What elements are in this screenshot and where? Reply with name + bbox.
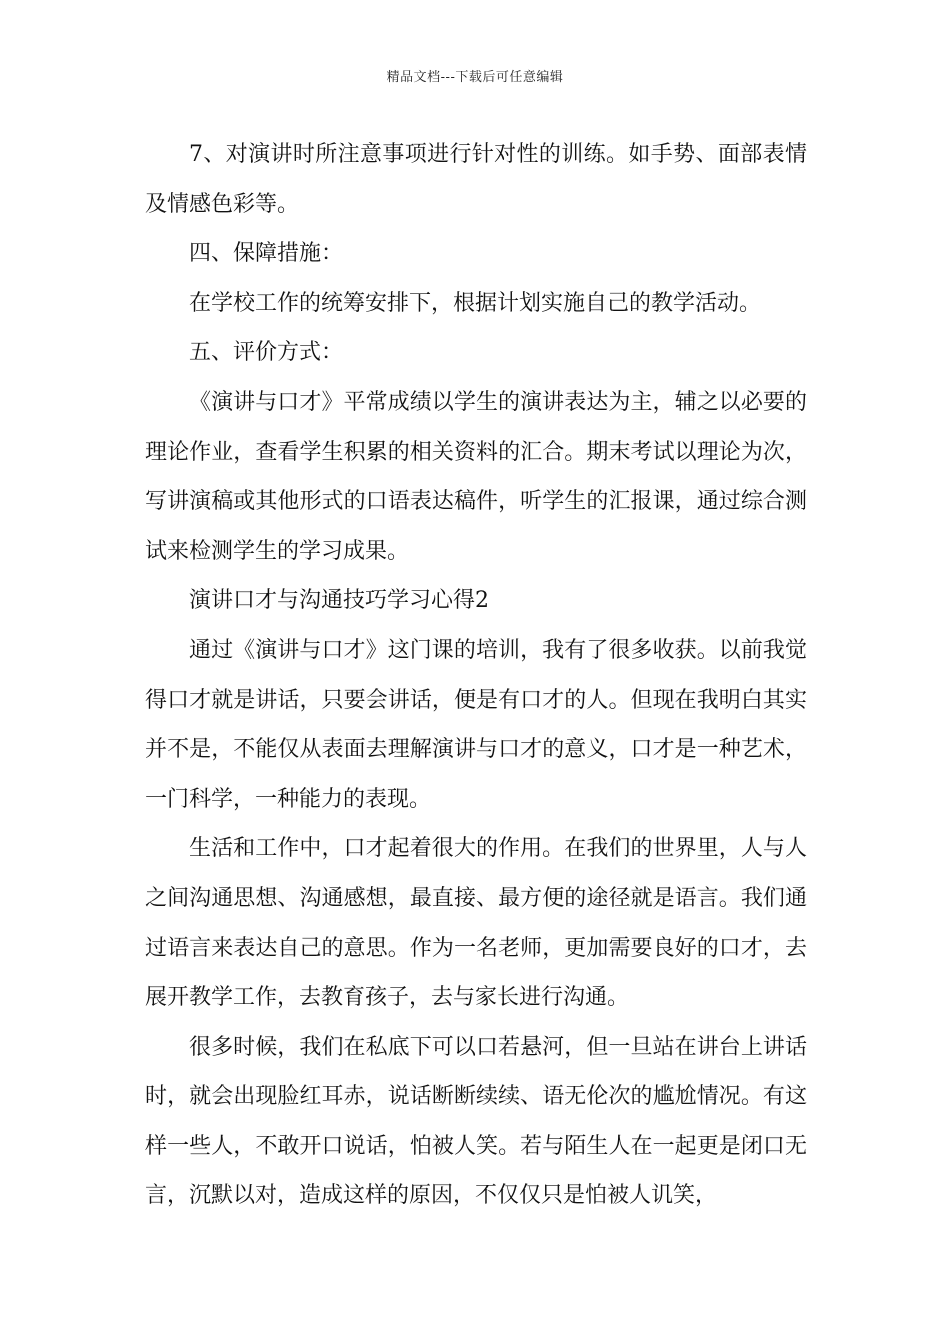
heading-learning-reflection-2: 演讲口才与沟通技巧学习心得2: [189, 588, 489, 614]
document-body: [145, 130, 807, 1221]
heading-evaluation-method: 五、评价方式：: [189, 340, 344, 366]
paragraph-role-of-eloquence: 生活和工作中，口才起着很大的作用。在我们的世界里，人与人之间沟通思想、沟通感想，最直接、最方便的途径就是语言。我们通过语言来表达自己的意思。作为一名老师，更加需要良好的口才，去展开教学工作，去教育孩子，去与家长进行沟通。: [145, 836, 807, 1011]
page-header: 精品文档---下载后可任意编辑: [386, 70, 564, 85]
paragraph-evaluation-method: 《演讲与口才》平常成绩以学生的演讲表达为主，辅之以必要的理论作业，查看学生积累的相关资料的汇合。期末考试以理论为次，写讲演稿或其他形式的口语表达稿件，听学生的汇报课，通过综合测试来检测学生的学习成果。: [145, 389, 807, 564]
paragraph-course-gains: 通过《演讲与口才》这门课的培训，我有了很多收获。以前我觉得口才就是讲话，只要会讲话，便是有口才的人。但现在我明白其实并不是，不能仅从表面去理解演讲与口才的意义，口才是一种艺术，一门科学，一种能力的表现。: [145, 637, 807, 812]
heading-guarantee-measures: 四、保障措施：: [189, 241, 344, 267]
paragraph-guarantee-measures: 在学校工作的统筹安排下，根据计划实施自己的教学活动。: [189, 290, 762, 316]
paragraph-training-item-7: 7、对演讲时所注意事项进行针对性的训练。如手势、面部表情及情感色彩等。: [145, 142, 807, 217]
paragraph-stage-fright: 很多时候，我们在私底下可以口若悬河，但一旦站在讲台上讲话时，就会出现脸红耳赤，说话断断续续、语无伦次的尴尬情况。有这样一些人，不敢开口说话，怕被人笑。若与陌生人在一起更是闭口无言，沉默以对，造成这样的原因，不仅仅只是怕被人讥笑，: [145, 1034, 807, 1209]
